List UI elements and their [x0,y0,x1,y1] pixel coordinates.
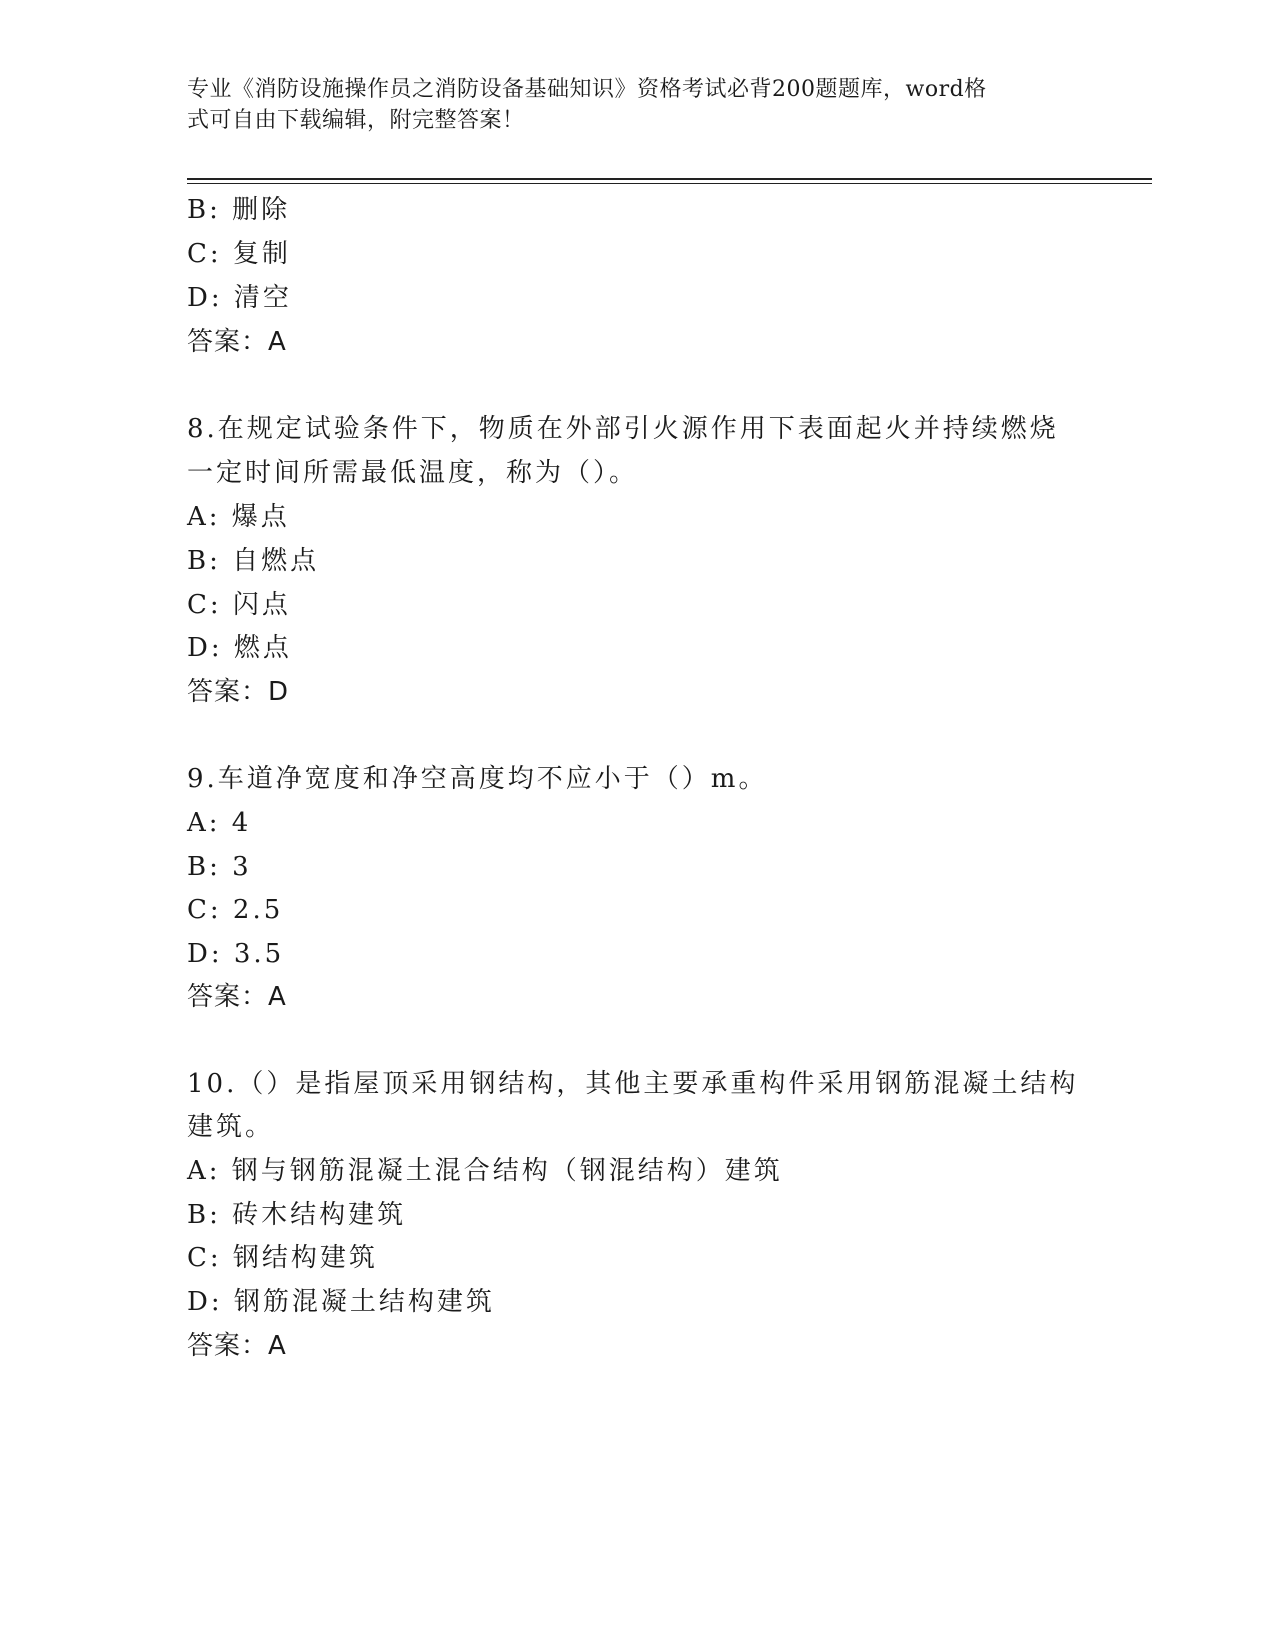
q10-stem-line-1: 10.（）是指屋顶采用钢结构，其他主要承重构件采用钢筋混凝土结构 [187,1069,1079,1099]
q9-option-a: A: 4 [187,808,252,838]
q9-option-c: C: 2.5 [187,895,284,925]
q8-stem-line-2: 一定时间所需最低温度，称为（）。 [187,458,639,488]
header-rule-thick [187,178,1152,180]
header-rule-thin [187,183,1152,184]
prev-option-c: C: 复制 [187,239,291,269]
header-title-line-2: 式可自由下载编辑，附完整答案！ [187,108,525,133]
prev-option-b: B: 删除 [187,195,291,225]
q8-option-b: B: 自燃点 [187,546,320,576]
q8-answer: 答案：D [187,677,290,707]
q8-stem-line-1: 8.在规定试验条件下，物质在外部引火源作用下表面起火并持续燃烧 [187,414,1059,444]
prev-option-d: D: 清空 [187,283,292,313]
q8-option-c: C: 闪点 [187,590,291,620]
q10-option-b: B: 砖木结构建筑 [187,1200,407,1230]
header-title-line-1: 专业《消防设施操作员之消防设备基础知识》资格考试必背200题题库，word格 [187,77,987,102]
q10-stem-line-2: 建筑。 [187,1112,275,1142]
q8-option-a: A: 爆点 [187,502,290,532]
q10-answer: 答案：A [187,1331,287,1361]
q9-answer: 答案：A [187,982,287,1012]
q9-stem-line-1: 9.车道净宽度和净空高度均不应小于（）m。 [187,764,768,794]
q9-option-b: B: 3 [187,852,252,882]
q10-option-d: D: 钢筋混凝土结构建筑 [187,1287,495,1317]
q9-option-d: D: 3.5 [187,939,285,969]
q10-option-a: A: 钢与钢筋混凝土混合结构（钢混结构）建筑 [187,1156,783,1186]
document-header [187,74,1077,136]
prev-answer: 答案：A [187,327,287,357]
q10-option-c: C: 钢结构建筑 [187,1243,378,1273]
q8-option-d: D: 燃点 [187,633,292,663]
